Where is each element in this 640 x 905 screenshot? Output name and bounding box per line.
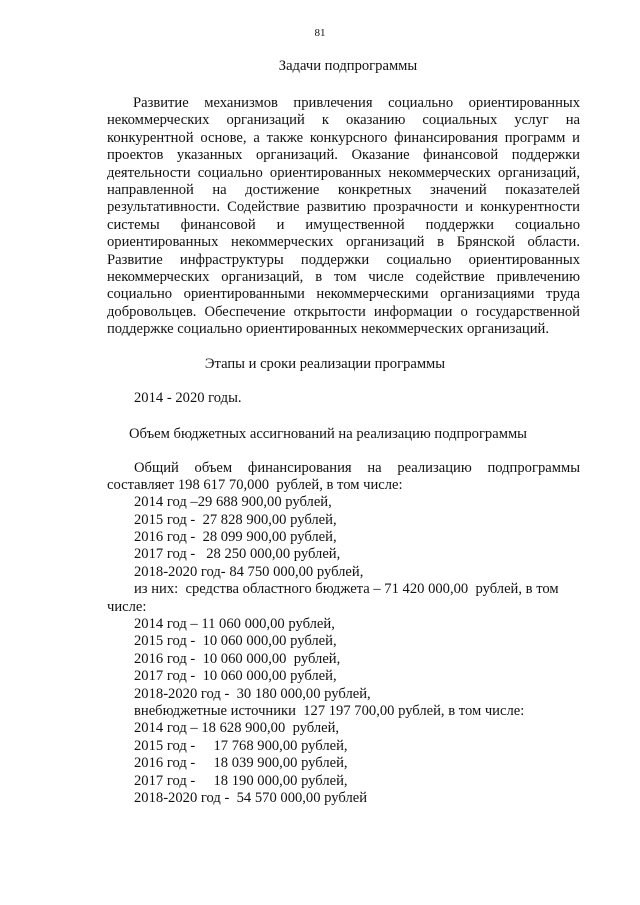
tasks-heading: Задачи подпрограммы — [278, 58, 418, 74]
extra-year-line: 2014 год – 18 628 900,00 рублей, — [134, 720, 340, 736]
regional-year-line: 2014 год – 11 060 000,00 рублей, — [134, 616, 335, 632]
total-year-line: 2018-2020 год- 84 750 000,00 рублей, — [134, 564, 364, 580]
total-year-line: 2014 год –29 688 900,00 рублей, — [134, 494, 332, 510]
regional-year-line: 2015 год - 10 060 000,00 рублей, — [134, 633, 337, 649]
regional-line1: из них: средства областного бюджета – 71 420 000,00 рублей, в том — [134, 581, 559, 597]
extra-year-line: 2018-2020 год - 54 570 000,00 рублей — [134, 790, 368, 806]
extra-year-line: 2017 год - 18 190 000,00 рублей, — [134, 773, 348, 789]
regional-year-line: 2018-2020 год - 30 180 000,00 рублей, — [134, 686, 371, 702]
regional-line2: числе: — [107, 599, 147, 615]
budget-intro-line1: Общий объем финансирования на реализацию подпрограммы — [134, 460, 580, 476]
total-year-line: 2016 год - 28 099 900,00 рублей, — [134, 529, 337, 545]
regional-year-line: 2016 год - 10 060 000,00 рублей, — [134, 651, 341, 667]
regional-year-line: 2017 год - 10 060 000,00 рублей, — [134, 668, 337, 684]
budget-intro-line2: составляет 198 617 70,000 рублей, в том числе: — [107, 477, 403, 493]
stages-heading: Этапы и сроки реализации программы — [204, 356, 446, 372]
extra-year-line: 2015 год - 17 768 900,00 рублей, — [134, 738, 348, 754]
budget-heading: Объем бюджетных ассигнований на реализацию подпрограммы — [129, 426, 527, 442]
total-year-line: 2017 год - 28 250 000,00 рублей, — [134, 546, 341, 562]
extra-year-line: 2016 год - 18 039 900,00 рублей, — [134, 755, 348, 771]
extra-budget-line: внебюджетные источники 127 197 700,00 рублей, в том числе: — [134, 703, 525, 719]
tasks-paragraph: Развитие механизмов привлечения социально ориентированных некоммерческих организаций к оказанию социальных услуг на конкурентной основе, а также конкурсного финансирования программ и проектов указанных организаций. Оказание финансовой поддержки деятельности социально ориентированных некоммерческих организаций, направленной на достижение конкретных значений показателей результативности. Содействие развитию прозрачности и конкурентности системы финансовой и имущественной поддержки социально ориентированных некоммерческих организаций в Брянской области. Развитие инфраструктуры поддержки социально ориентированных некоммерческих организаций, в том числе содействие привлечению социально ориентированными некоммерческими организациями труда добровольцев. Обеспечение открытости информации о государственной поддержке социально ориентированных некоммерческих организаций. — [107, 95, 580, 338]
total-year-line: 2015 год - 27 828 900,00 рублей, — [134, 512, 337, 528]
page-number: 81 — [314, 27, 326, 39]
stages-years: 2014 - 2020 годы. — [134, 390, 242, 406]
